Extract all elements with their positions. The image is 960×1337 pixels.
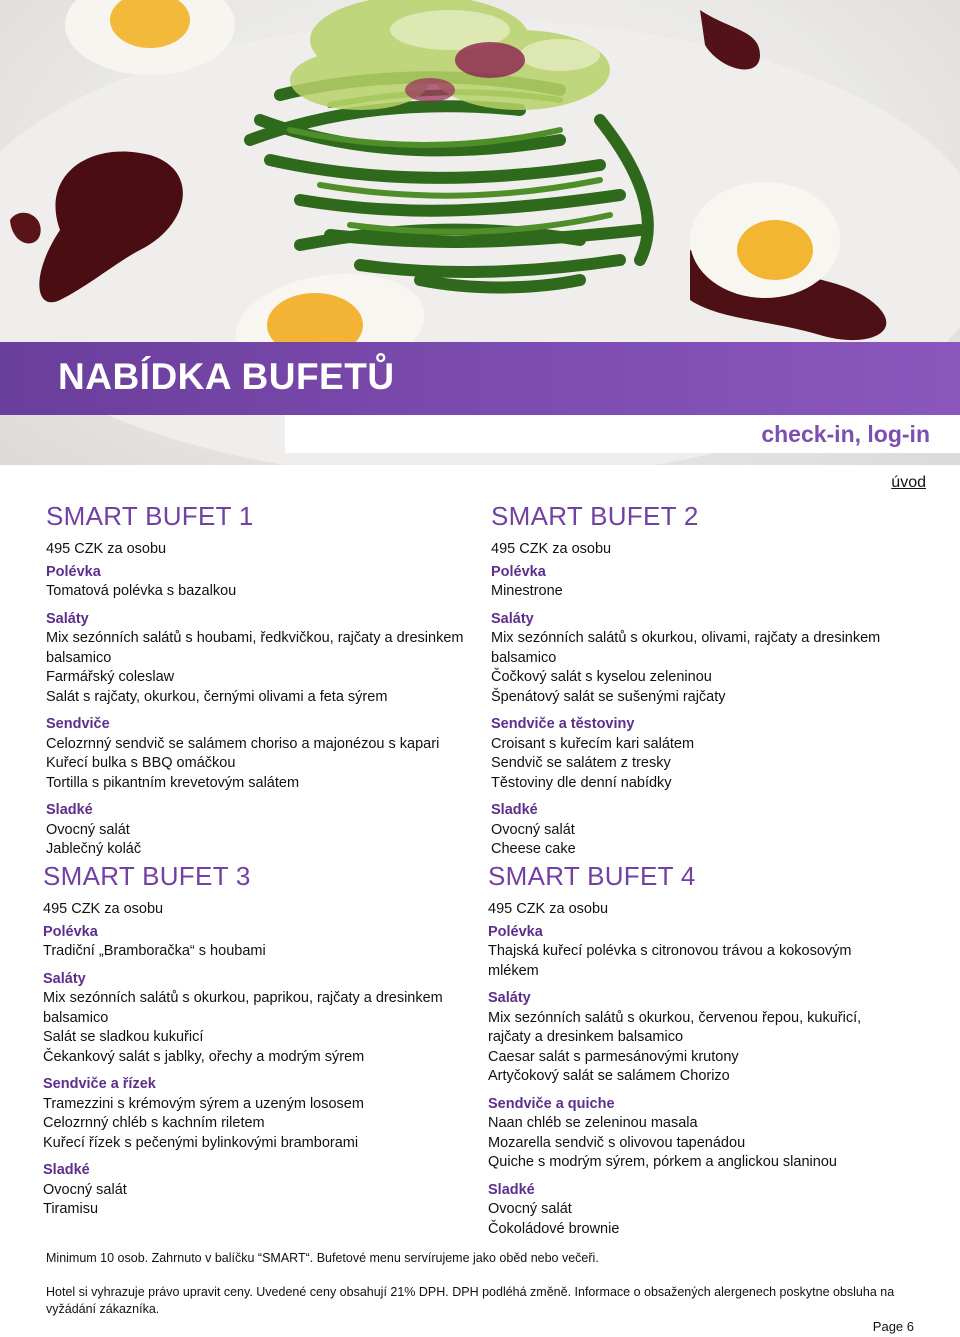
buffet-title: SMART BUFET 2 (491, 501, 699, 531)
section-heading: Sladké (488, 1181, 535, 1198)
menu-item: Farmářský coleslaw (46, 669, 175, 685)
section-soup (491, 563, 911, 602)
section-heading: Saláty (488, 990, 531, 1006)
menu-item: Mix sezónních salátů s okurkou, paprikou, rajčaty a dresinkem balsamico (43, 990, 443, 1026)
section-soup (43, 923, 463, 962)
menu-item: Sendvič se salátem z tresky (491, 755, 671, 771)
section-heading: Sladké (46, 802, 93, 818)
menu-item: Čočkový salát s kyselou zeleninou (491, 669, 712, 685)
menu-item: Špenátový salát se sušenými rajčaty (491, 688, 726, 705)
menu-item: Kuřecí řízek s pečenými bylinkovými bramborami (43, 1134, 359, 1151)
buffet-title: SMART BUFET 4 (488, 861, 696, 891)
section-heading: Saláty (46, 610, 89, 627)
menu-item: Salát s rajčaty, okurkou, černými olivami a feta sýrem (46, 688, 388, 705)
menu-item: Ovocný salát (491, 821, 575, 838)
menu-item: Tradiční „Bramboračka“ s houbami (43, 943, 266, 959)
section-sandwiches (43, 1075, 463, 1153)
menu-item: Jablečný koláč (46, 841, 142, 857)
section-heading: Polévka (43, 923, 98, 940)
menu-item: Ovocný salát (46, 821, 130, 838)
buffet-price: 495 CZK za osobu (491, 541, 612, 557)
menu-item: Caesar salát s parmesánovými krutony (488, 1048, 739, 1065)
page-title: NABÍDKA BUFETŮ (58, 356, 395, 397)
menu-item: Čekankový salát s jablky, ořechy a modrým sýrem (43, 1048, 365, 1065)
page-number: Page 6 (872, 1319, 914, 1334)
page-subtitle: check-in, log-in (761, 421, 930, 447)
menu-item: Mix sezónních salátů s okurkou, olivami, rajčaty a dresinkem balsamico (491, 630, 881, 666)
menu-item: Quiche s modrým sýrem, pórkem a anglickou slaninou (488, 1154, 837, 1170)
section-desserts (488, 1181, 873, 1240)
section-heading: Sladké (491, 802, 538, 818)
menu-item: Ovocný salát (43, 1181, 127, 1198)
section-heading: Polévka (46, 563, 101, 580)
menu-item: Tortilla s pikantním krevetovým salátem (46, 774, 300, 791)
buffet-title: SMART BUFET 1 (46, 501, 254, 531)
section-salads (46, 610, 476, 708)
menu-item: Mix sezónních salátů s okurkou, červenou řepou, kukuřicí, rajčaty a dresinkem balsamico (488, 1009, 862, 1045)
buffet-1 (46, 502, 476, 860)
section-sandwiches (46, 715, 476, 793)
section-heading: Sladké (43, 1162, 90, 1178)
section-soup (488, 923, 873, 982)
menu-item: Croisant s kuřecím kari salátem (491, 735, 695, 752)
menu-item: Tramezzini s krémovým sýrem a uzeným lososem (43, 1095, 364, 1112)
section-salads (43, 970, 463, 1068)
section-sandwiches (491, 715, 911, 793)
buffet-4 (488, 862, 873, 1239)
section-heading: Sendviče a těstoviny (491, 716, 635, 732)
menu-item: Cheese cake (491, 841, 576, 857)
buffet-price: 495 CZK za osobu (46, 541, 167, 557)
section-desserts (46, 801, 476, 860)
menu-item: Artyčokový salát se salámem Chorizo (488, 1068, 730, 1084)
footnote-prices: Hotel si vyhrazuje právo upravit ceny. Uvedené ceny obsahují 21% DPH. DPH podléhá změně. Informace o obsažených alergenech poskytne obsluha na vyžádání zákazníka. (46, 1285, 895, 1316)
menu-item: Čokoládové brownie (488, 1220, 620, 1237)
buffet-3 (43, 862, 463, 1220)
section-sandwiches (488, 1095, 873, 1173)
section-heading: Sendviče a quiche (488, 1095, 615, 1112)
section-heading: Sendviče (46, 716, 110, 732)
buffet-price: 495 CZK za osobu (43, 901, 164, 917)
menu-item: Celozrnný sendvič se salámem choriso a majonézou s kapari (46, 735, 440, 752)
buffet-price: 495 CZK za osobu (488, 901, 609, 917)
section-soup (46, 563, 476, 602)
menu-item: Tomatová polévka s bazalkou (46, 583, 237, 599)
section-salads (488, 989, 873, 1087)
menu-item: Kuřecí bulka s BBQ omáčkou (46, 755, 236, 771)
menu-item: Salát se sladkou kukuřicí (43, 1029, 204, 1045)
footnote-minimum: Minimum 10 osob. Zahrnuto v balíčku “SMART“. Bufetové menu servírujeme jako oběd nebo večeři. (46, 1251, 599, 1265)
section-heading: Saláty (491, 610, 534, 627)
menu-item: Mix sezónních salátů s houbami, ředkvičkou, rajčaty a dresinkem balsamico (46, 630, 464, 666)
menu-item: Minestrone (491, 583, 563, 599)
menu-item: Ovocný salát (488, 1201, 572, 1217)
section-salads (491, 610, 911, 708)
menu-item: Naan chléb se zeleninou masala (488, 1115, 698, 1131)
menu-item: Thajská kuřecí polévka s citronovou trávou a kokosovým mlékem (488, 943, 852, 979)
section-desserts (43, 1161, 463, 1220)
menu-item: Celozrnný chléb s kachním riletem (43, 1115, 265, 1131)
section-heading: Polévka (491, 563, 546, 580)
menu-item: Těstoviny dle denní nabídky (491, 774, 672, 791)
buffet-2 (491, 502, 911, 860)
menu-item: Mozarella sendvič s olivovou tapenádou (488, 1134, 746, 1151)
section-desserts (491, 801, 911, 860)
section-heading: Saláty (43, 970, 86, 987)
buffet-title: SMART BUFET 3 (43, 861, 251, 891)
section-heading: Polévka (488, 923, 543, 940)
menu-item: Tiramisu (43, 1201, 99, 1217)
section-heading: Sendviče a řízek (43, 1076, 156, 1092)
home-link[interactable]: úvod (891, 474, 926, 491)
